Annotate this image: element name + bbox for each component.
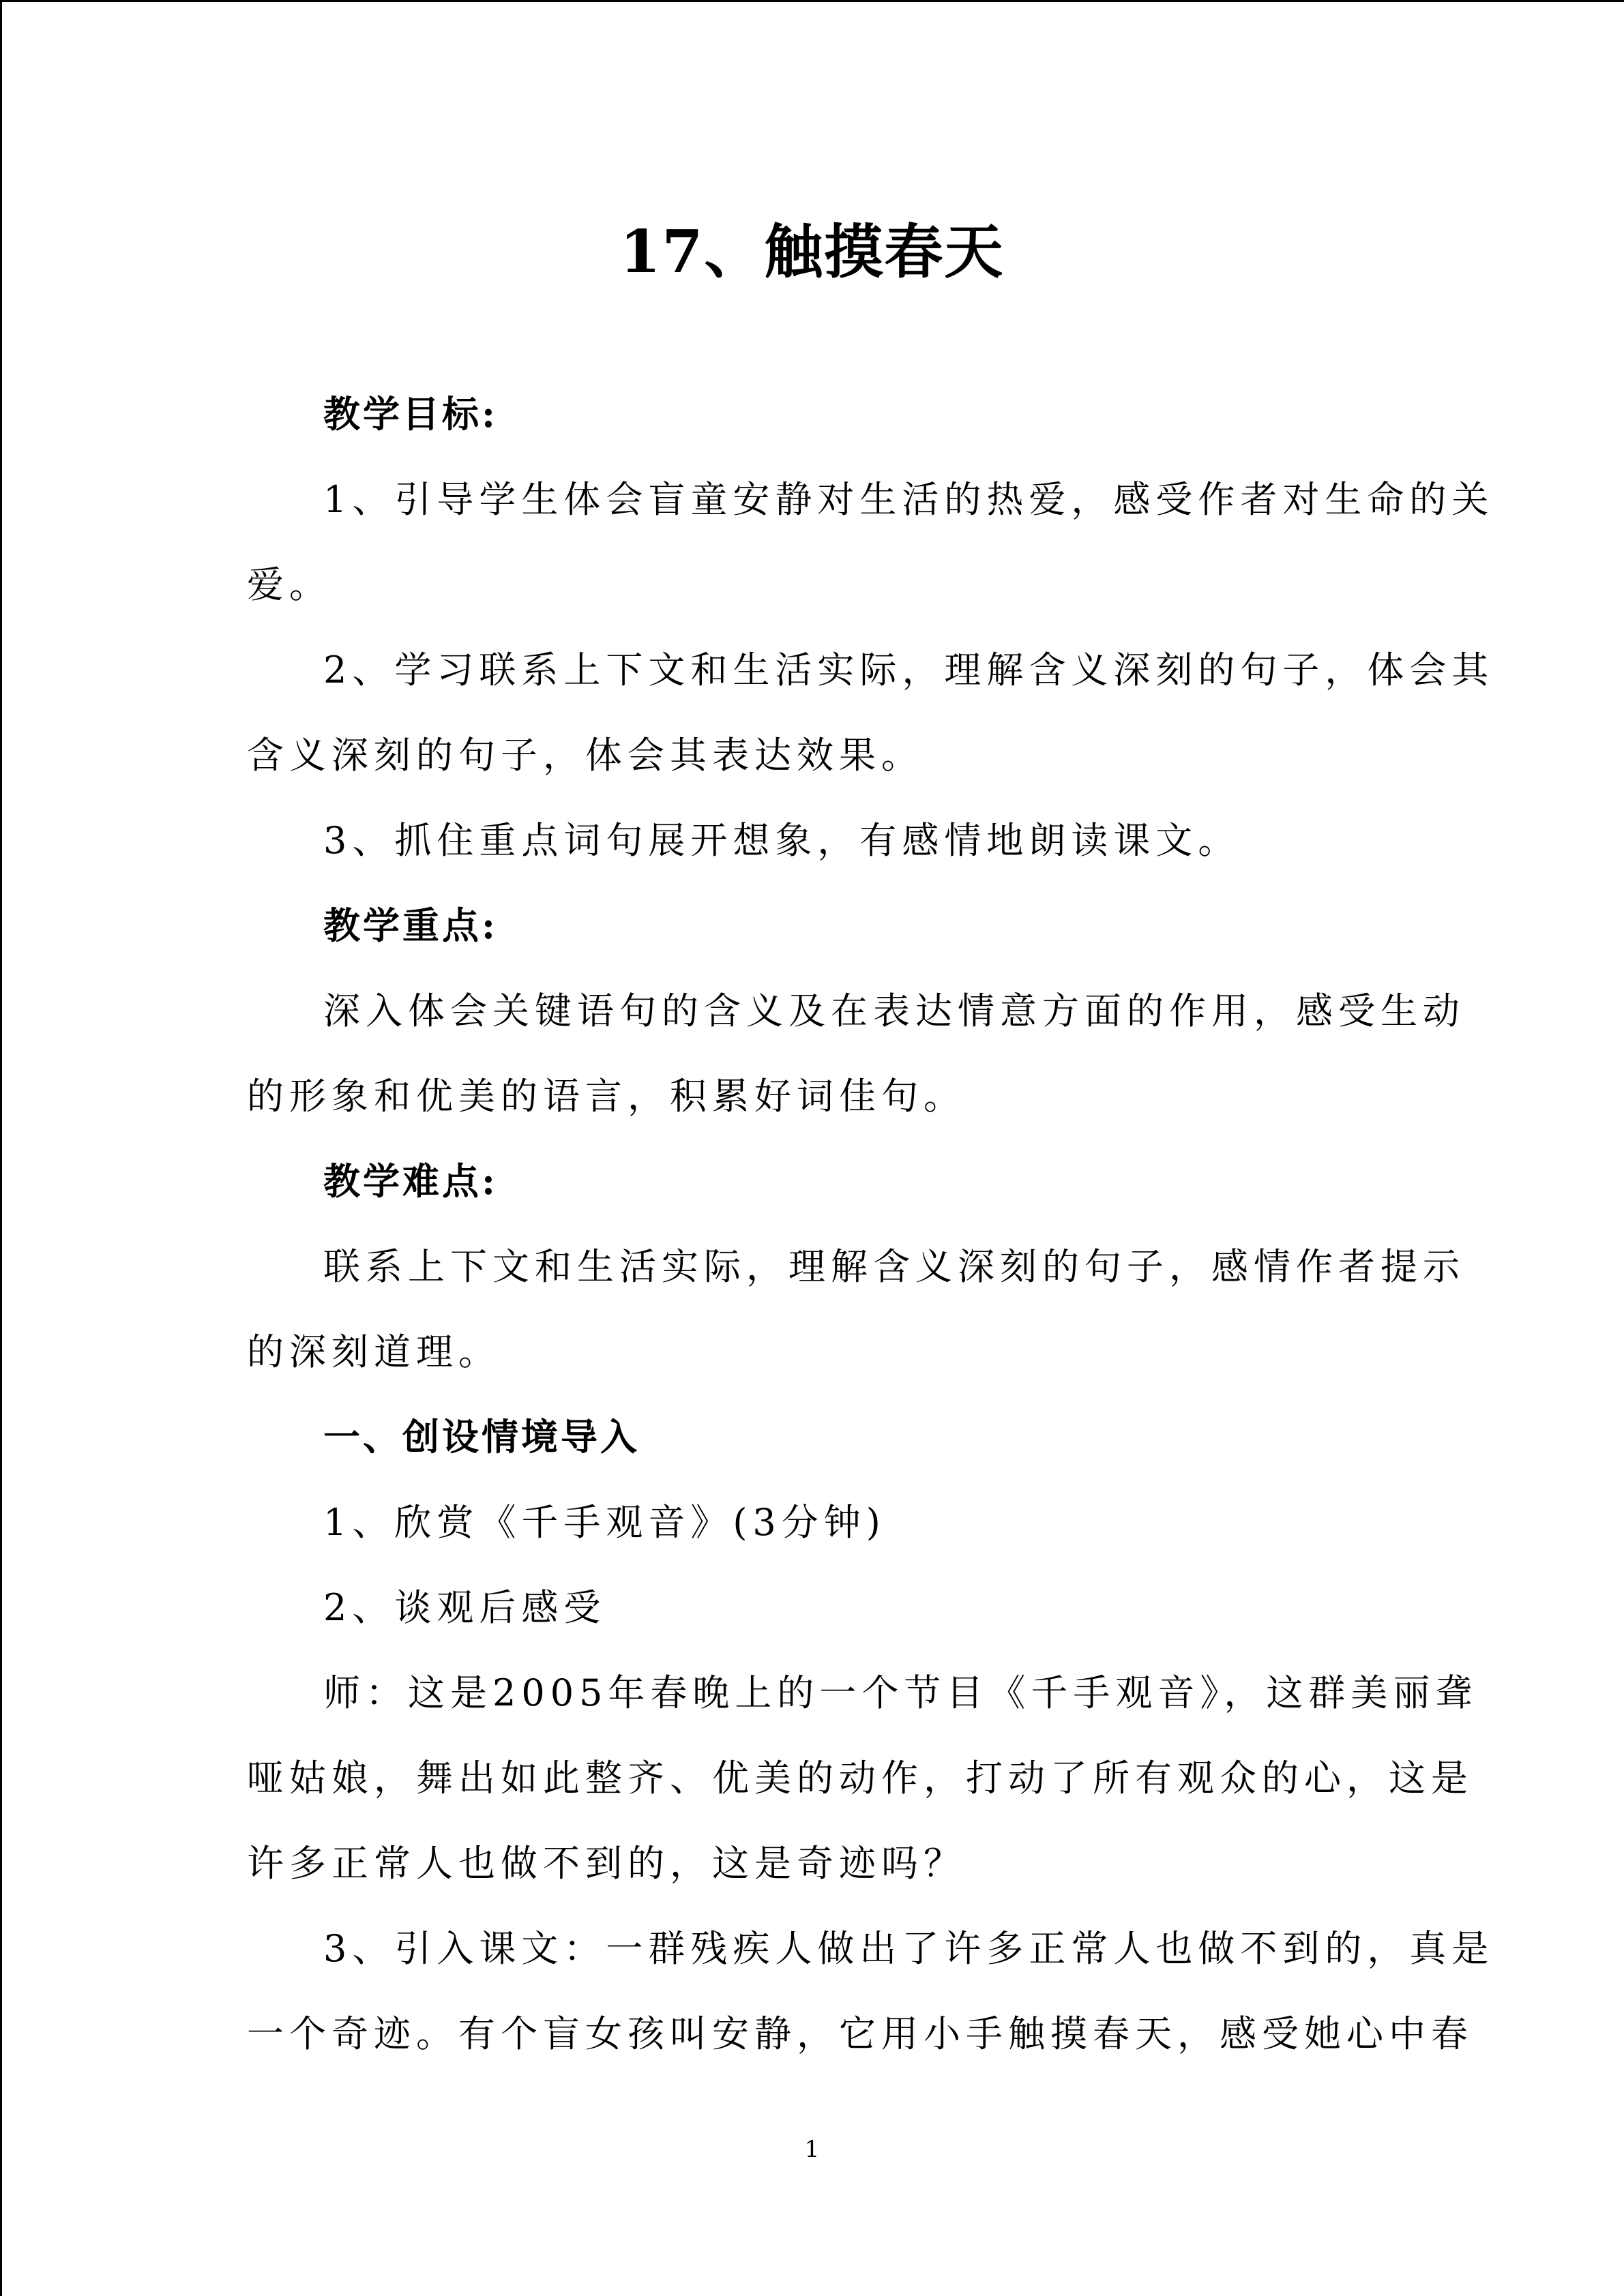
step-1: 1、欣赏《千手观音》(3分钟) xyxy=(323,1501,886,1544)
difficulty-line-1: 联系上下文和生活实际，理解含义深刻的句子，感情作者提示 xyxy=(323,1245,1465,1288)
objective-3: 3、抓住重点词句展开想象，有感情地朗读课文。 xyxy=(323,819,1241,862)
part1-heading: 一、创设情境导入 xyxy=(323,1415,640,1459)
keypoint-line-2: 的形象和优美的语言，积累好词佳句。 xyxy=(247,1075,966,1118)
objective-1-line-1: 1、引导学生体会盲童安静对生活的热爱，感受作者对生命的关 xyxy=(323,478,1494,521)
step-3-line-1: 3、引入课文：一群残疾人做出了许多正常人也做不到的，真是 xyxy=(323,1927,1494,1970)
step-3-line-2: 一个奇迹。有个盲女孩叫安静，它用小手触摸春天，感受她心中春 xyxy=(247,2012,1473,2055)
difficulty-line-2: 的深刻道理。 xyxy=(247,1330,501,1373)
objective-2-line-2: 含义深刻的句子，体会其表达效果。 xyxy=(247,734,924,777)
page-title: 17、触摸春天 xyxy=(619,218,1005,286)
teacher-line-3: 许多正常人也做不到的，这是奇迹吗？ xyxy=(247,1842,966,1885)
keypoint-heading: 教学重点: xyxy=(323,904,498,947)
objective-2-line-1: 2、学习联系上下文和生活实际，理解含义深刻的句子，体会其 xyxy=(323,648,1494,691)
objectives-heading: 教学目标: xyxy=(323,392,498,436)
objective-1-line-2: 爱。 xyxy=(247,563,331,606)
teacher-line-2: 哑姑娘，舞出如此整齐、优美的动作，打动了所有观众的心，这是 xyxy=(247,1757,1473,1800)
page-number: 1 xyxy=(804,2136,820,2163)
step-2: 2、谈观后感受 xyxy=(323,1586,606,1629)
teacher-line-1: 师：这是2005年春晚上的一个节目《千手观音》，这群美丽聋 xyxy=(323,1671,1478,1714)
keypoint-line-1: 深入体会关键语句的含义及在表达情意方面的作用，感受生动 xyxy=(323,989,1465,1032)
difficulty-heading: 教学难点: xyxy=(323,1159,498,1203)
